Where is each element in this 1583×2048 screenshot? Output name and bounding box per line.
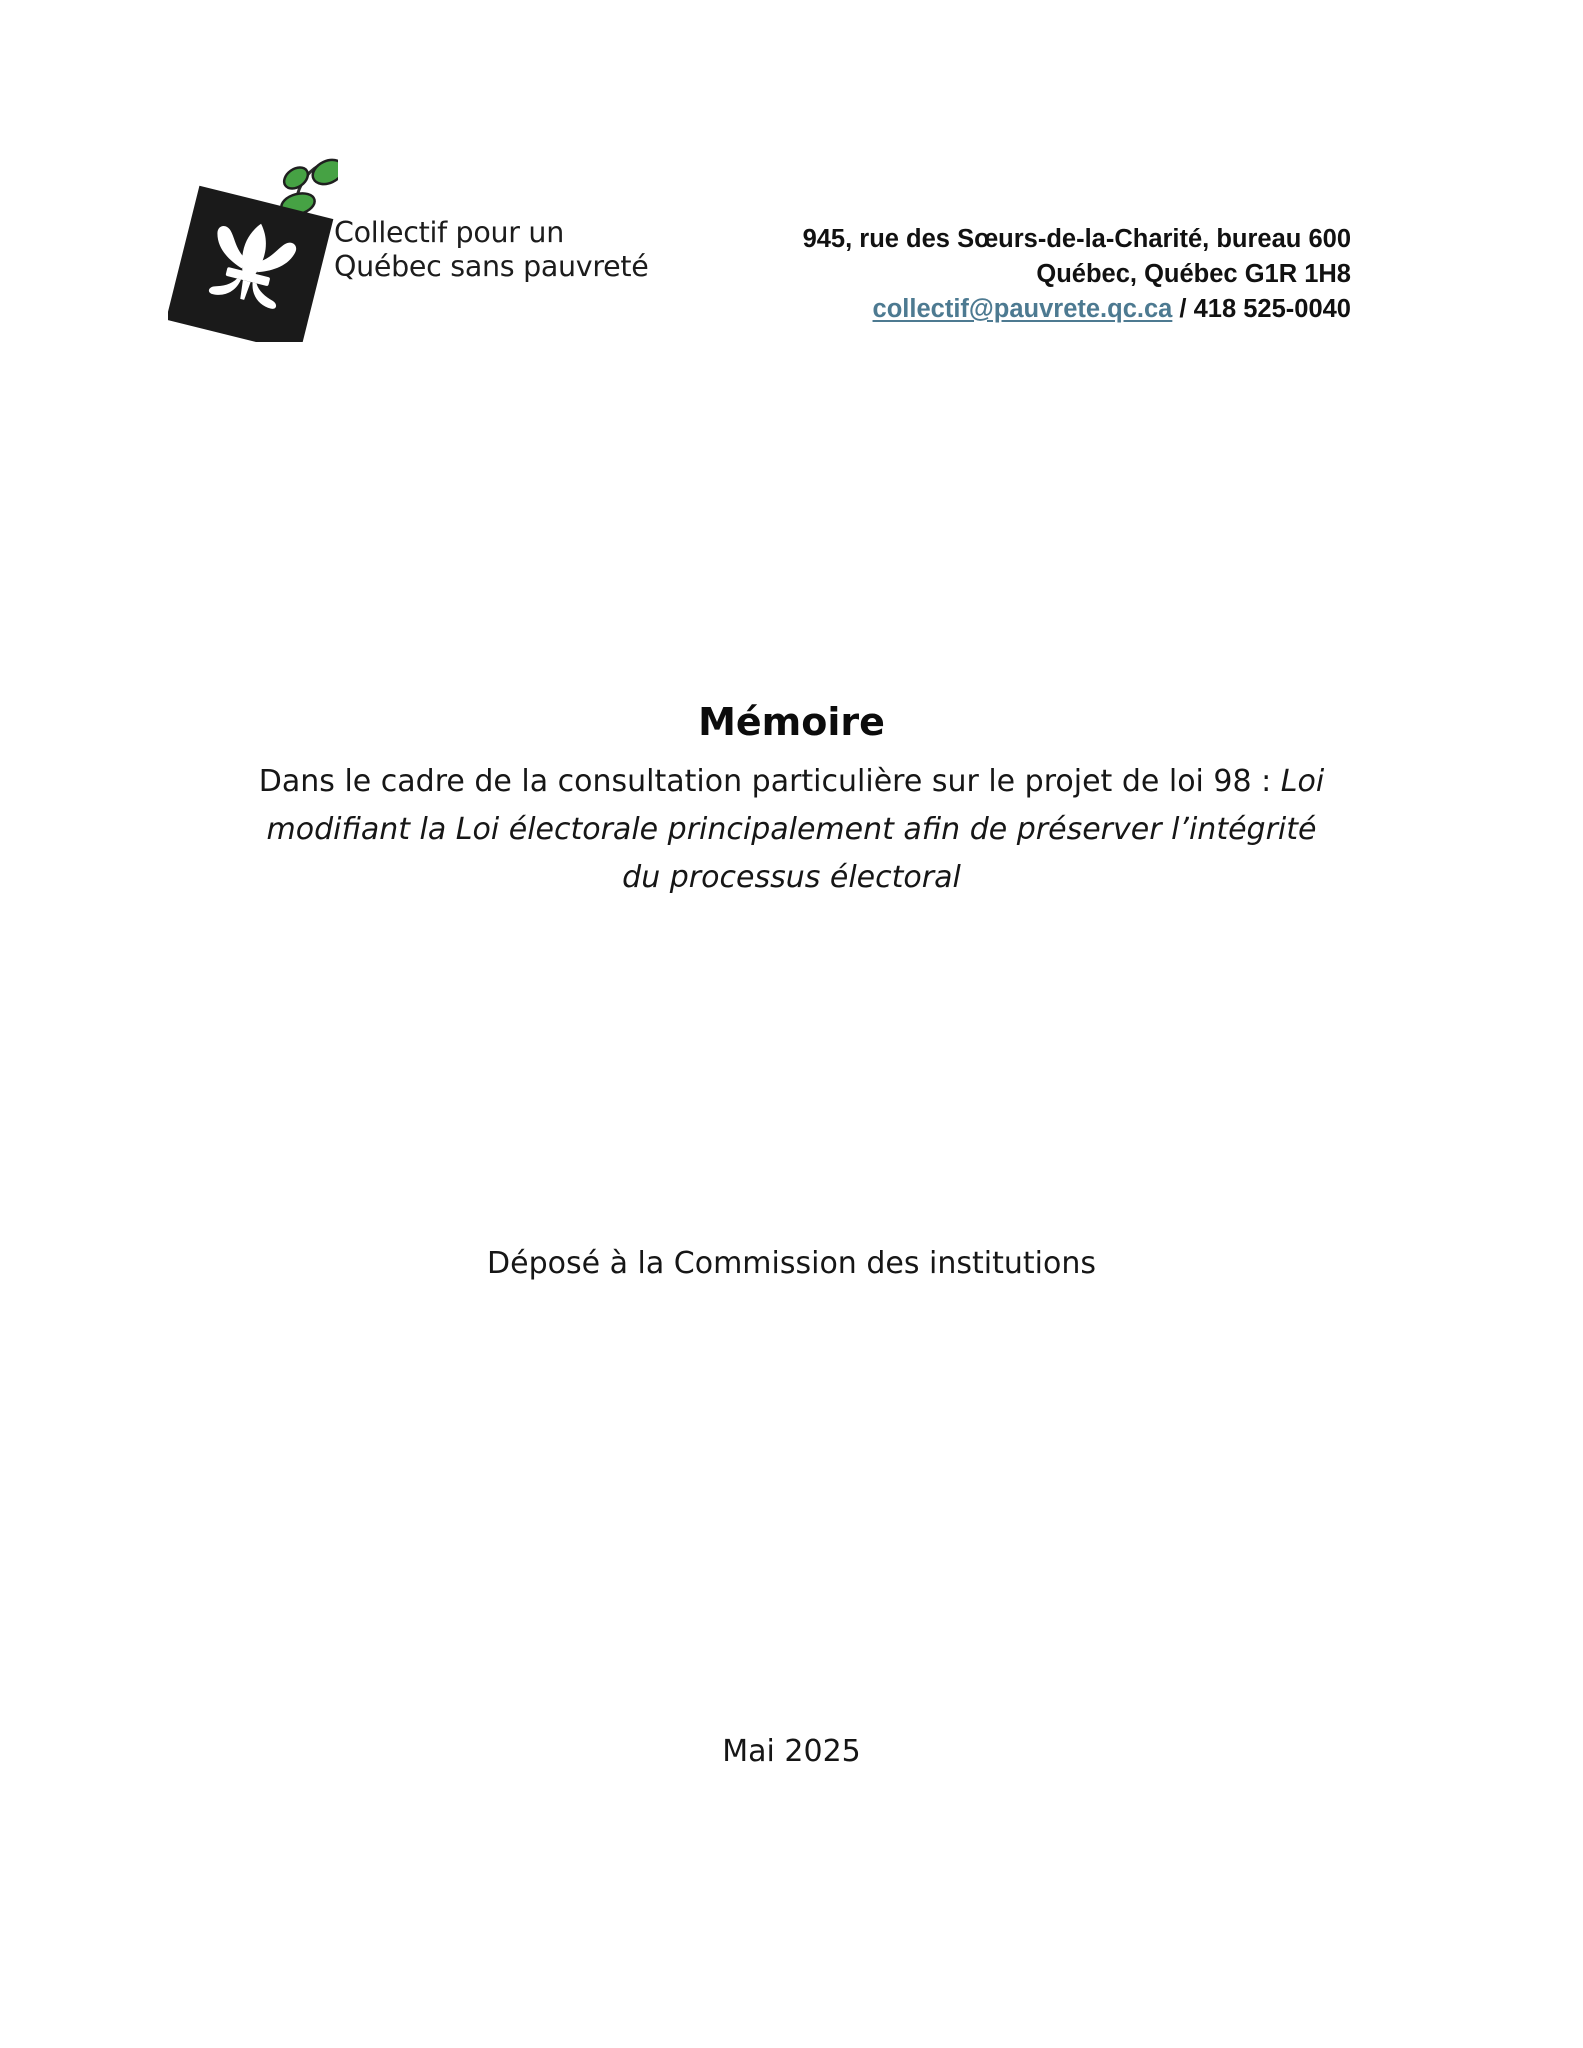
address-city: Québec, Québec G1R 1H8 <box>1036 260 1351 288</box>
deposit-statement: Déposé à la Commission des institutions <box>487 1246 1096 1281</box>
address-street: 945, rue des Sœurs-de-la-Charité, bureau 600 <box>802 225 1351 253</box>
subtitle-line-1 <box>230 758 1353 806</box>
document-date: Mai 2025 <box>722 1734 861 1769</box>
organization-name <box>334 216 649 284</box>
organization-logo <box>168 152 668 342</box>
document-subtitle <box>230 758 1353 902</box>
phone-number: / 418 525-0040 <box>1172 295 1351 323</box>
subtitle-line-1-plain: Dans le cadre de la consultation particulière sur le projet de loi 98 : <box>258 764 1281 799</box>
address-contact-line <box>803 292 1351 327</box>
contact-address <box>803 222 1351 327</box>
document-title: Mémoire <box>698 700 885 744</box>
fleur-de-lis-with-sprout-icon <box>168 152 338 342</box>
email-link[interactable]: collectif@pauvrete.qc.ca <box>872 295 1173 323</box>
organization-name-line2: Québec sans pauvreté <box>334 250 649 283</box>
subtitle-line-2: modifiant la Loi électorale principalement afin de préserver l’intégrité <box>266 812 1317 847</box>
subtitle-line-1-italic: Loi <box>1280 764 1325 799</box>
organization-name-line1: Collectif pour un <box>334 216 564 249</box>
subtitle-line-3: du processus électoral <box>622 860 961 895</box>
